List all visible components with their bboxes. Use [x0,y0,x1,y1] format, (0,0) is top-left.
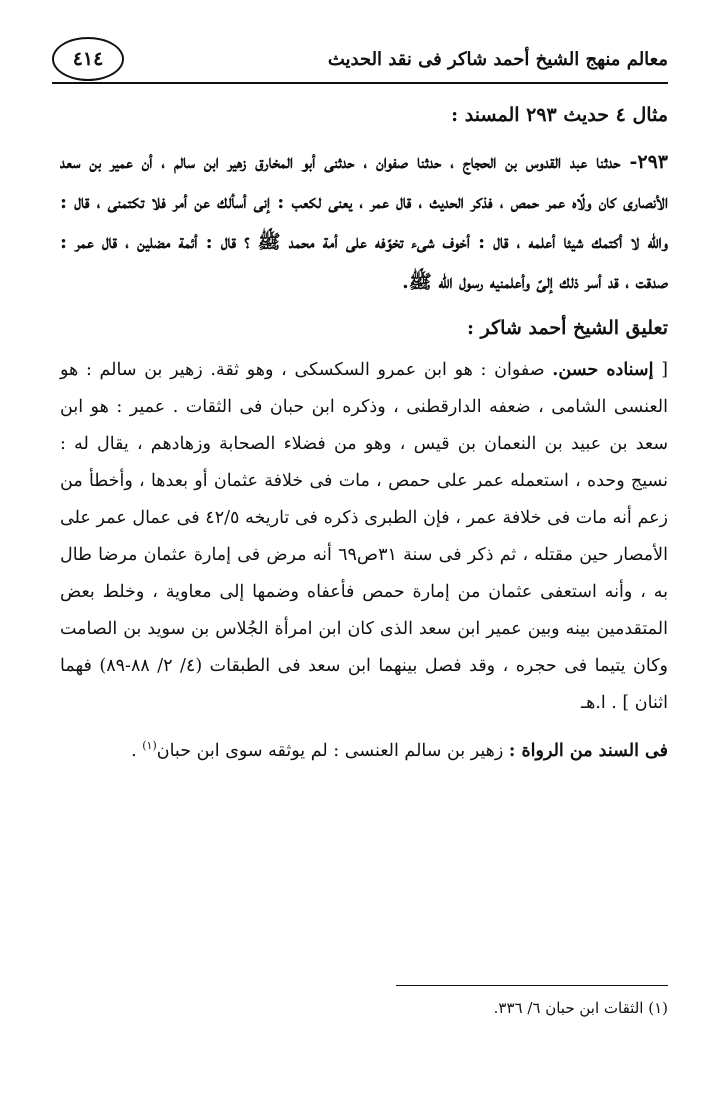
narrators-label: فى السند من الرواة : [508,740,668,761]
hadith-text: ٢٩٣- حدثنا عبد القدوس بن الحجاج ، حدثنا صفوان ، حدثنى أبو المخارق زهير ابن سالم ، أن عمير بن سعد الأنصارى كان ولّاه عمر حمص ، فذكر الحديث ، قال عمر ، يعنى لكعب : إنى أسألك عن أمر فلا تكتمنى ، قال : والله لا أكتمك شيئا أعلمه ، قال : أخوف شىء تخوّفه على أمة محمد ﷺ ؟ قال : أئمة مضلين ، قال عمر : صدقت ، قد أسر ذلك إلىّ وأعلمنيه رسول الله ﷺ. [60,151,668,293]
commentary-title: تعليق الشيخ أحمد شاكر : [466,317,668,339]
page-header [52,38,668,80]
narrators-text: زهير بن سالم العنسى : لم يوثقه سوى ابن حبان [156,740,504,761]
header-rule [52,82,668,84]
running-title: معالم منهج الشيخ أحمد شاكر فى نقد الحديث [327,48,668,70]
example-heading: مثال ٤ حديث ٢٩٣ المسند : [451,104,668,126]
narrators-end: . [131,740,143,761]
commentary-paragraph [60,352,668,722]
commentary-text: صفوان : هو ابن عمرو السكسكى ، وهو ثقة. زهير بن سالم : هو العنسى الشامى ، ضعفه الدارقطنى ، وذكره ابن حبان فى الثقات . عمير : هو ابن سعد بن عبيد بن النعمان بن قيس ، وهو من فضلاء الصحابة وزهادهم ، يقال له : نسيج وحده ، استعمله عمر على حمص ، مات فى خلافة عثمان أو بعدها ، وأخطأ من زعم أنه مات فى خلافة عمر ، فإن الطبرى ذكره فى تاريخه ٤٢/٥ فى عمال عمر على الأمصار حين مقتله ، ثم ذكر فى سنة ٣١ص٦٩ أنه مرض فى إمارة عثمان مرضا طال به ، وأنه استعفى عثمان من إمارة حمص فأعفاه وضمها إلى معاوية ، وخلط بعض المتقدمين بينه وبين عمير ابن سعد الذى كان ابن امرأة الجُلاس بن سويد بن الصامت وكان يتيما فى حجره ، وقد فصل بينهما ابن سعد فى الطبقات (٤/ ٢/ ٨٨-٨٩) فهما اثنان ] . ا.هـ [60,360,668,713]
footnote-rule [396,985,668,986]
footnote-ref: (١) [142,739,157,752]
commentary-lead: إسناده حسن. [552,360,654,380]
page-body [60,96,668,769]
commentary-bracket: [ [661,360,668,380]
footnote: (١) الثقات ابن حبان ٦/ ٣٣٦. [493,999,668,1017]
narrators-line [60,728,668,769]
page-number: ٤١٤ [52,37,124,81]
